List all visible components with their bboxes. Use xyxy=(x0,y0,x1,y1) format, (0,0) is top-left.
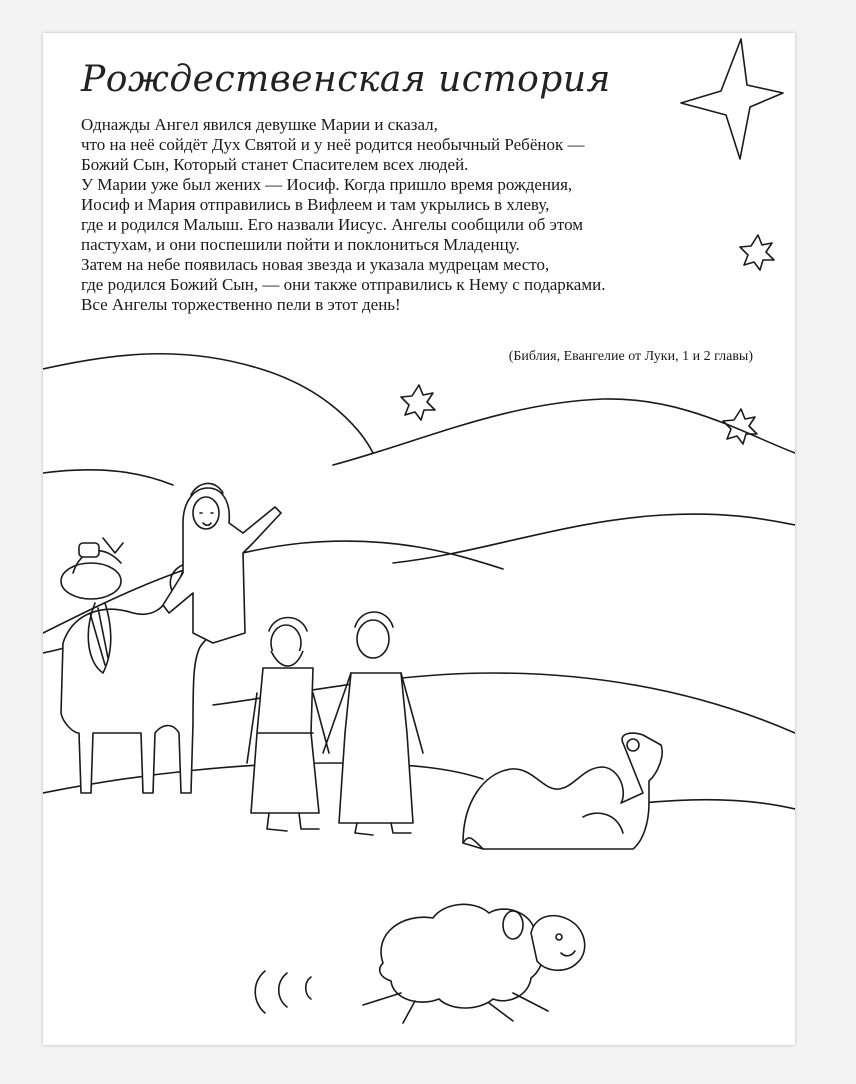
story-line: что на неё сойдёт Дух Святой и у неё родится необычный Ребёнок — xyxy=(81,135,585,154)
running-sheep xyxy=(255,904,584,1023)
story-line: Затем на небе появилась новая звезда и указала мудрецам место, xyxy=(81,255,550,274)
story-line: Однажды Ангел явился девушке Марии и сказал, xyxy=(81,115,438,134)
bearded-wise-man xyxy=(247,618,329,832)
resting-camel xyxy=(463,733,662,849)
page-title: Рождественская история xyxy=(81,59,611,100)
story-line: Иосиф и Мария отправились в Вифлеем и там укрылись в хлеву, xyxy=(81,195,550,214)
story-line: пастухам, и они поспешили пойти и поклониться Младенцу. xyxy=(81,235,520,254)
hill-line xyxy=(643,800,795,809)
hill-line xyxy=(393,514,795,563)
coloring-page xyxy=(43,33,795,1045)
hill-line xyxy=(43,470,173,485)
small-star-icon xyxy=(723,409,757,444)
wise-man-back-view xyxy=(323,612,423,835)
hill-line xyxy=(333,399,795,465)
source-citation: (Библия, Евангелие от Луки, 1 и 2 главы) xyxy=(508,349,753,364)
story-line: где и родился Малыш. Его назвали Иисус. Ангелы сообщили об этом xyxy=(81,215,584,234)
small-star-icon xyxy=(740,235,774,270)
story-line: где родился Божий Сын, — они также отправились к Нему с подарками. xyxy=(81,275,606,294)
hill-line xyxy=(43,354,373,453)
motion-lines xyxy=(255,971,311,1013)
story-line: У Марии уже был жених — Иосиф. Когда пришло время рождения, xyxy=(81,175,573,194)
story-line: Божий Сын, Который станет Спасителем всех людей. xyxy=(81,155,469,174)
coloring-illustration xyxy=(43,33,795,1045)
big-star-icon xyxy=(681,39,783,159)
story-line: Все Ангелы торжественно пели в этот день! xyxy=(81,295,401,314)
small-star-icon xyxy=(401,385,435,420)
